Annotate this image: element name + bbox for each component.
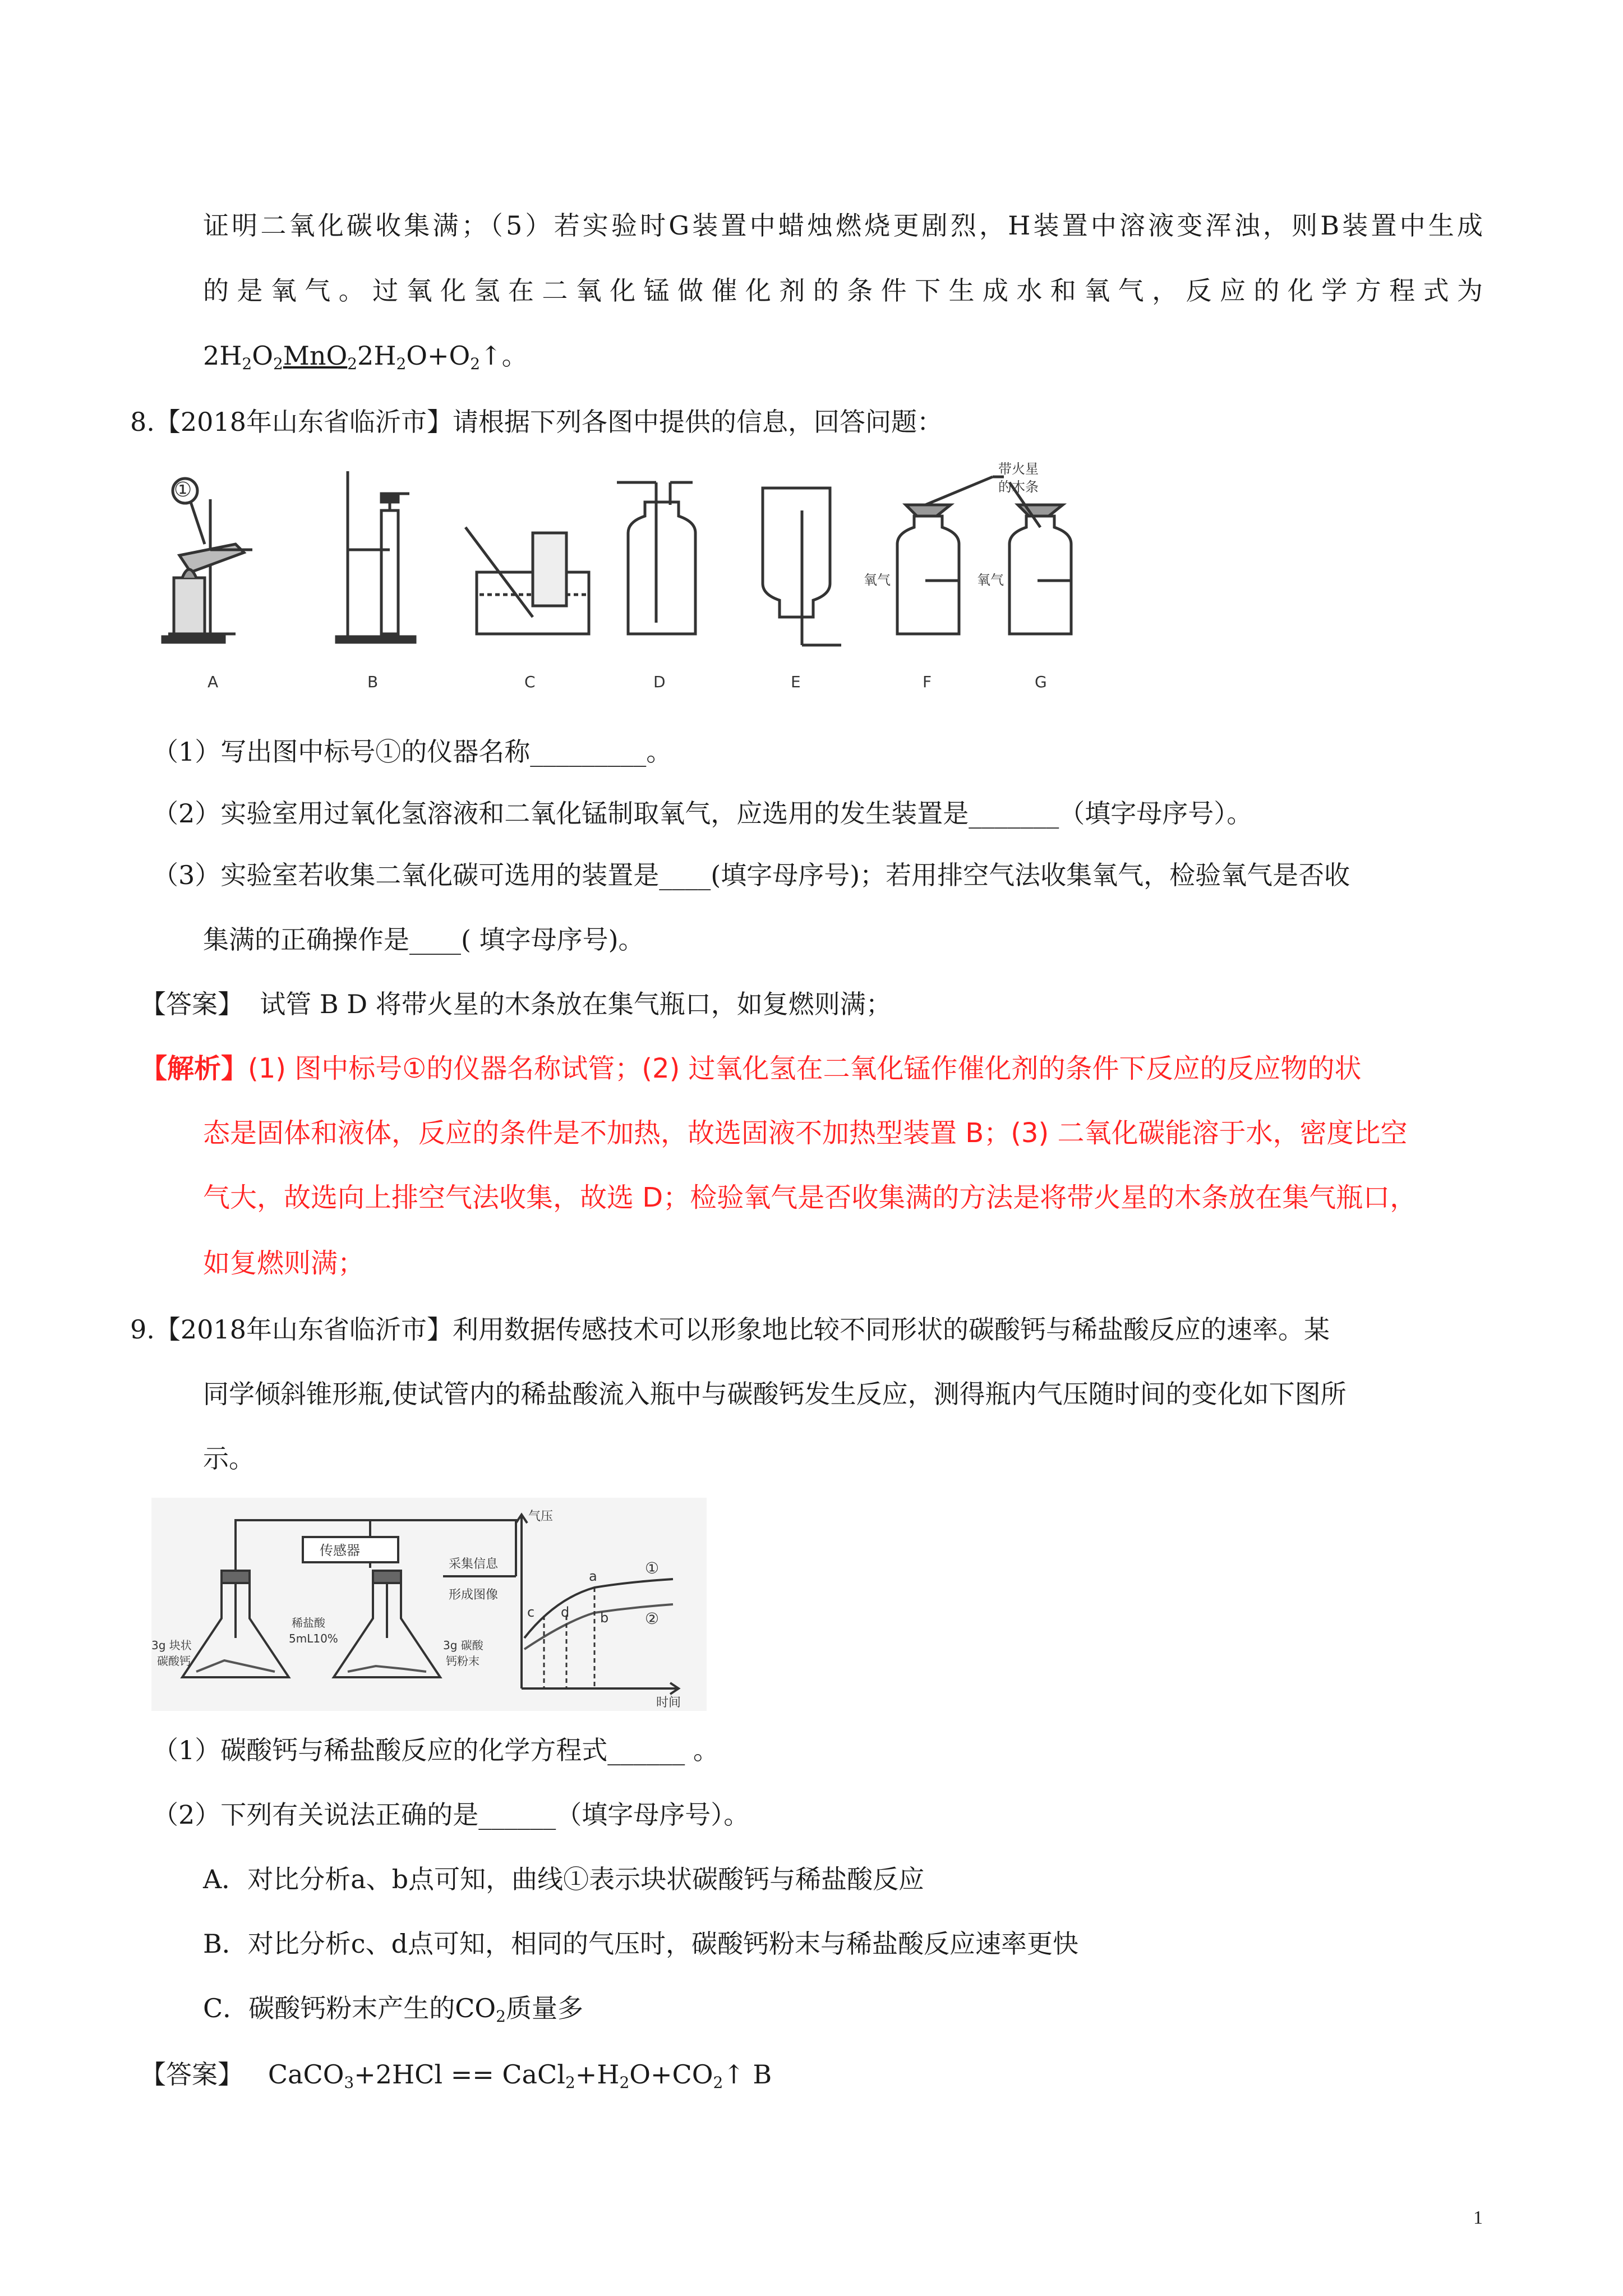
q8-stem: 8.【2018年山东省临沂市】请根据下列各图中提供的信息，回答问题：: [130, 407, 943, 437]
q8-fig-label-a: A: [208, 673, 219, 691]
q8-fig-label-g: G: [1035, 673, 1047, 691]
q8-sub-1: （1）写出图中标号①的仪器名称_________。: [153, 737, 672, 767]
q8-fig-gas-f: 氧气: [864, 572, 891, 588]
q9-stem-2: 同学倾斜锥形瓶,使试管内的稀盐酸流入瓶中与碳酸钙发生反应，测得瓶内气压随时间的变化如下图所: [203, 1379, 1347, 1409]
q9-option-b: B．对比分析c、d点可知，相同的气压时，碳酸钙粉末与稀盐酸反应速率更快: [203, 1929, 1079, 1959]
apparatus-d: [617, 482, 695, 634]
apparatus-b: [336, 471, 415, 642]
q8-analysis-label: 【解析】: [140, 1053, 248, 1084]
apparatus-c: [465, 527, 589, 634]
q8-analysis-3: 气大，故选向上排空气法收集，故选 D；检验氧气是否收集满的方法是将带火星的木条放在集气瓶口，: [203, 1182, 1417, 1213]
q8-fig-label-c: C: [524, 673, 536, 691]
q9-fig-point-a: a: [589, 1568, 597, 1584]
q9-fig-right-label-2: 钙粉末: [446, 1654, 479, 1668]
q8-fig-label-e: E: [791, 673, 801, 691]
q9-fig-sensor: 传感器: [320, 1543, 360, 1558]
q8-apparatus-figure: [151, 460, 1105, 707]
q9-sensor-figure: [151, 1498, 707, 1711]
q9-fig-collect-2: 形成图像: [449, 1588, 499, 1602]
q9-option-c: C．碳酸钙粉末产生的$CO_2$质量多: [203, 1993, 583, 2026]
q8-sub-3a: （3）实验室若收集二氧化碳可选用的装置是____(填字母序号)；若用排空气法收集氧气，检验氧气是否收: [153, 860, 1350, 890]
prev-answer-line-2: 的是氧气。过氧化氢在二氧化锰做催化剂的条件下生成水和氧气，反应的化学方程式为: [203, 275, 1483, 306]
q8-fig-label-b: B: [367, 673, 379, 691]
q9-fig-point-c: c: [527, 1604, 535, 1620]
q9-fig-point-d: d: [561, 1604, 570, 1620]
q8-fig-gas-g: 氧气: [977, 572, 1004, 588]
apparatus-f: [897, 477, 993, 634]
q9-fig-acid-1: 稀盐酸: [292, 1616, 325, 1630]
q9-fig-point-b: b: [600, 1610, 609, 1626]
q8-fig-stick-label-2: 的木条: [998, 479, 1039, 495]
apparatus-a: [163, 478, 252, 642]
q8-fig-marker: ①: [174, 478, 192, 501]
q9-stem-3: 示。: [203, 1443, 255, 1474]
apparatus-g: [1009, 482, 1071, 634]
q9-fig-curve-1: ①: [645, 1559, 660, 1577]
q8-analysis-2: 态是固体和液体，反应的条件是不加热，故选固液不加热型装置 B；(3) 二氧化碳能溶于水，密度比空: [203, 1117, 1408, 1149]
q9-stem-1: 9.【2018年山东省临沂市】利用数据传感技术可以形象地比较不同形状的碳酸钙与稀盐酸反应的速率。某: [130, 1314, 1330, 1345]
q9-fig-x-axis: 时间: [656, 1696, 681, 1710]
q9-fig-right-label-1: 3g 碳酸: [443, 1639, 483, 1652]
prev-answer-equation: $2H_2O_2MnO_22H_2O+O_2↑$。: [203, 341, 528, 373]
apparatus-e: [763, 488, 841, 645]
q8-fig-stick-label-1: 带火星: [998, 461, 1039, 477]
q8-answer: 【答案】 试管 B D 将带火星的木条放在集气瓶口，如复燃则满；: [140, 989, 892, 1019]
q8-fig-label-d: D: [653, 673, 666, 691]
prev-answer-line-1: 证明二氧化碳收集满；（5）若实验时G装置中蜡烛燃烧更剧烈，H装置中溶液变浑浊，则B装置中生成: [203, 210, 1483, 241]
page-number: 1: [1473, 2207, 1483, 2228]
q9-option-a: A．对比分析a、b点可知，曲线①表示块状碳酸钙与稀盐酸反应: [203, 1864, 925, 1894]
q9-fig-left-label-1: 3g 块状: [151, 1639, 192, 1652]
q9-answer: 【答案】 CaCO$_3$+2HCl == $CaCl_2+H_2O+CO_2↑$ B: [140, 2059, 772, 2092]
q9-fig-acid-2: 5mL10%: [289, 1632, 338, 1645]
q8-analysis-4: 如复燃则满；: [203, 1248, 365, 1279]
q8-fig-label-f: F: [923, 673, 932, 691]
q8-sub-2: （2）实验室用过氧化氢溶液和二氧化锰制取氧气，应选用的发生装置是_______（填字母序号）。: [153, 798, 1253, 829]
q9-fig-curve-2: ②: [645, 1609, 660, 1628]
q9-fig-y-axis: 气压: [528, 1510, 554, 1524]
q9-fig-collect-1: 采集信息: [449, 1557, 499, 1571]
catalyst-condition: MnO$_2$: [283, 341, 358, 373]
q9-sub-2: （2）下列有关说法正确的是______（填字母序号）。: [153, 1800, 750, 1830]
q8-sub-3b: 集满的正确操作是____( 填字母序号)。: [203, 924, 644, 955]
q8-analysis-1: 【解析】(1) 图中标号①的仪器名称试管；(2) 过氧化氢在二氧化锰作催化剂的条件下反应的反应物的状: [140, 1053, 1362, 1084]
q9-fig-left-label-2: 碳酸钙: [157, 1654, 191, 1668]
q9-sub-1: （1）碳酸钙与稀盐酸反应的化学方程式______ 。: [153, 1735, 719, 1765]
